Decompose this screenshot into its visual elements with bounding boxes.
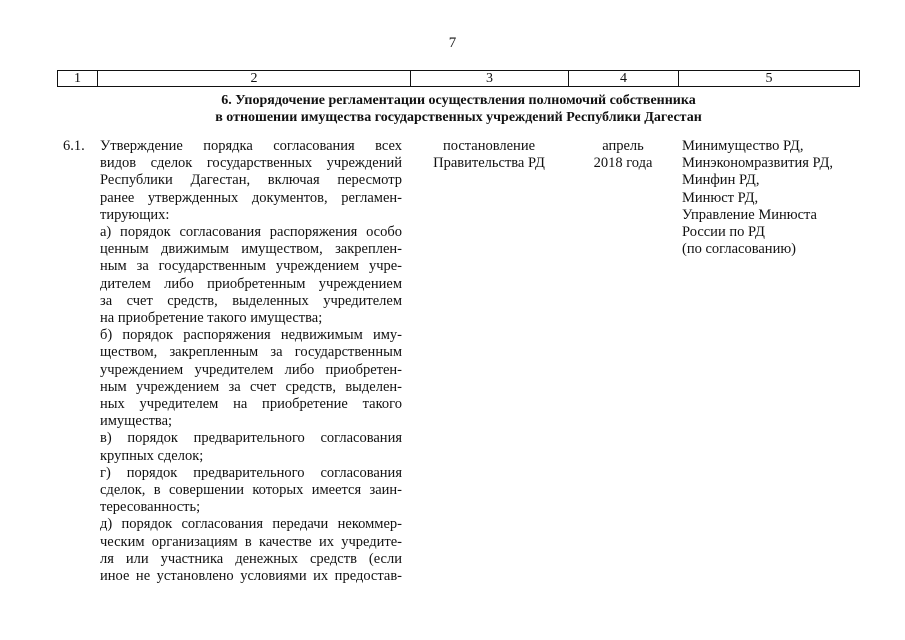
responsible-executor: Минюст РД,: [682, 189, 759, 206]
page-number: 7: [448, 35, 457, 51]
responsible-executor: Управление Минюста: [682, 206, 817, 223]
deadline: [569, 138, 677, 172]
description-line: ля или участника денежных средств (если: [100, 550, 402, 567]
description-line: д) порядок согласования передачи некоммер-: [100, 516, 402, 533]
description-line: ценным движимым имуществом, закреплен-: [100, 241, 402, 258]
description-line: дителем либо приобретенным учреждением: [100, 275, 402, 292]
document-type-line-1: постановление: [442, 138, 536, 154]
column-number-header: [57, 70, 860, 87]
description-line: ных учредителем на приобретение такого: [100, 396, 402, 413]
description-line: г) порядок предварительного согласования: [100, 464, 402, 481]
description-line: ным учреждением за счет средств, выделен-: [100, 378, 402, 395]
description-line: в) порядок предварительного согласования: [100, 430, 402, 447]
description-line: на приобретение такого имущества;: [100, 310, 323, 327]
responsible-executor: (по согласованию): [682, 241, 796, 258]
document-type-line-2: Правительства РД: [433, 155, 545, 172]
measure-description: [100, 138, 402, 585]
responsible-executors: [682, 138, 882, 258]
description-line: крупных сделок;: [100, 447, 204, 464]
description-line: иное не установлено условиями их предостав-: [100, 568, 402, 585]
column-header-2: 2: [98, 71, 411, 86]
description-line: видов сделок государственных учреждений: [100, 155, 402, 172]
description-line: ществом, закрепленным за государственным: [100, 344, 402, 361]
responsible-executor: Минимущество РД,: [682, 138, 804, 154]
description-line: тересованность;: [100, 499, 201, 516]
description-line: сделок, в совершении которых имеется заин-: [100, 482, 402, 499]
row-number: 6.1.: [63, 138, 85, 154]
section-title: [57, 92, 860, 126]
section-title-line-2: в отношении имущества государственных учреждений Республики Дагестан: [215, 110, 702, 125]
column-header-5: 5: [765, 71, 773, 86]
description-line: Республики Дагестан, включая пересмотр: [100, 172, 402, 189]
description-line: ческим организациям в качестве их учредите-: [100, 533, 402, 550]
responsible-executor: России по РД: [682, 224, 765, 241]
responsible-executor: Минфин РД,: [682, 172, 760, 189]
section-title-line-1: 6. Упорядочение регламентации осуществления полномочий собственника: [221, 93, 696, 108]
description-line: тирующих:: [100, 206, 170, 223]
column-header-3: 3: [411, 71, 569, 86]
column-header-1: 1: [58, 71, 98, 86]
column-header-4: 4: [569, 71, 679, 86]
description-line: а) порядок согласования распоряжения особо: [100, 224, 402, 241]
description-line: Утверждение порядка согласования всех: [100, 138, 402, 154]
description-line: за счет средств, выделенных учредителем: [100, 292, 402, 309]
description-line: б) порядок распоряжения недвижимым иму-: [100, 327, 402, 344]
description-line: ным за государственным учреждением учре-: [100, 258, 402, 275]
description-line: имущества;: [100, 413, 173, 430]
deadline-line-2: 2018 года: [593, 155, 653, 172]
deadline-line-1: апрель: [602, 138, 644, 154]
document-type: [410, 138, 568, 172]
responsible-executor: Минэкономразвития РД,: [682, 155, 834, 172]
description-line: учреждением учредителем либо приобретен-: [100, 361, 402, 378]
description-line: ранее утвержденных документов, регламен-: [100, 189, 402, 206]
